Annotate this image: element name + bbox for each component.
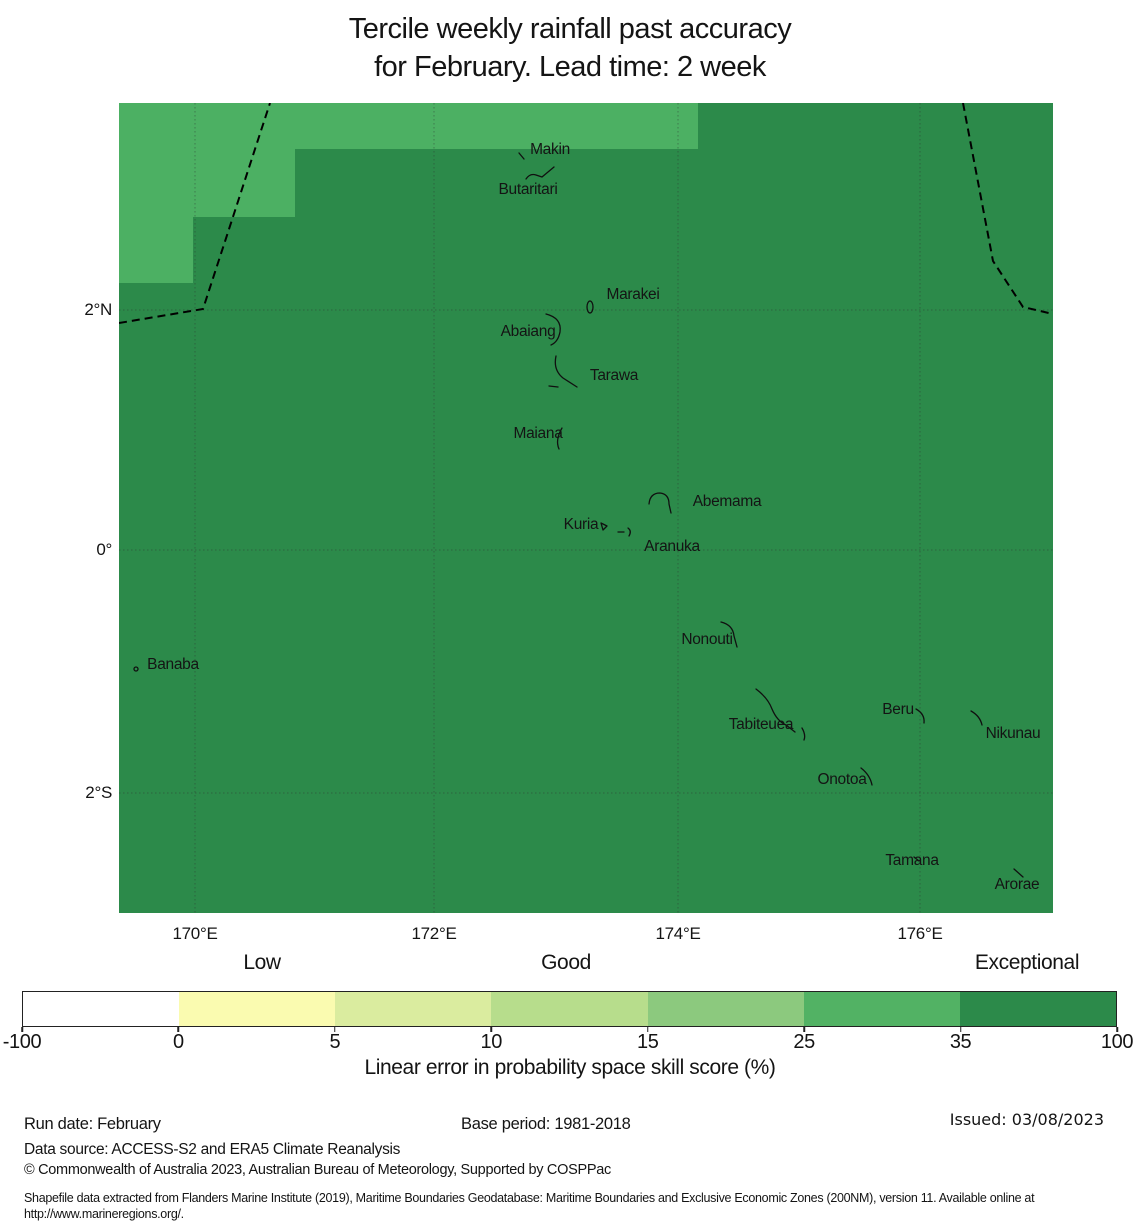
island-label-tarawa: Tarawa bbox=[589, 367, 639, 384]
page-title-line1: Tercile weekly rainfall past accuracy bbox=[348, 13, 792, 45]
island-shape-banaba bbox=[134, 667, 138, 671]
y-tick-label-0: 0° bbox=[96, 540, 112, 559]
y-tick-label-2-s: 2°S bbox=[85, 783, 112, 802]
gridlines bbox=[119, 103, 1053, 913]
x-tick-label-174-e: 174°E bbox=[655, 924, 701, 943]
mid-skill-block-3 bbox=[119, 217, 193, 283]
page-title-line2: for February. Lead time: 2 week bbox=[374, 51, 766, 83]
mid-skill-region bbox=[119, 103, 698, 283]
skill-label-low: Low bbox=[243, 951, 281, 974]
copyright-text: © Commonwealth of Australia 2023, Australian Bureau of Meteorology, Supported by COSPPac bbox=[24, 1162, 611, 1178]
run-date-text: Run date: February bbox=[24, 1115, 161, 1133]
colorbar bbox=[22, 991, 1117, 1027]
island-label-maiana: Maiana bbox=[513, 425, 563, 442]
island-label-nonouti: Nonouti bbox=[681, 631, 733, 648]
map-graphics bbox=[119, 103, 1053, 913]
island-label-marakei: Marakei bbox=[606, 286, 660, 303]
colorbar-tick-label-2: 5 bbox=[329, 1031, 341, 1053]
island-label-aranuka: Aranuka bbox=[644, 538, 700, 555]
issued-date-text: Issued: 03/08/2023 bbox=[949, 1110, 1104, 1129]
shapefile-attribution-text: Shapefile data extracted from Flanders Marine Institute (2019), Maritime Boundaries Geodatabase: Maritime Boundaries and Exclusive Economic Zones (200NM), version 11. Available online at http://www.marineregions.org/. bbox=[24, 1191, 1035, 1221]
island-shape-nikunau bbox=[971, 711, 982, 725]
colorbar-axis-label: Linear error in probability space skill score (%) bbox=[364, 1056, 776, 1079]
colorbar-segment-3 bbox=[491, 992, 647, 1026]
mid-skill-block-1 bbox=[119, 103, 698, 149]
island-label-butaritari: Butaritari bbox=[498, 181, 558, 198]
base-period-text: Base period: 1981-2018 bbox=[461, 1115, 631, 1133]
skill-label-exceptional: Exceptional bbox=[974, 951, 1080, 974]
eez-boundary-east bbox=[963, 103, 1053, 314]
island-label-makin: Makin bbox=[530, 141, 570, 158]
colorbar-tick-label-3: 10 bbox=[480, 1031, 503, 1053]
x-tick-label-176-e: 176°E bbox=[897, 924, 943, 943]
data-source-text: Data source: ACCESS-S2 and ERA5 Climate Reanalysis bbox=[24, 1141, 401, 1158]
colorbar-tick-label-7: 100 bbox=[1100, 1031, 1134, 1053]
colorbar-segment-1 bbox=[179, 992, 335, 1026]
island-shape-butaritari bbox=[526, 167, 554, 179]
island-label-nikunau: Nikunau bbox=[985, 725, 1041, 742]
page-title bbox=[0, 10, 1140, 86]
colorbar-tick-label-0: -100 bbox=[2, 1031, 42, 1053]
island-label-tamana: Tamana bbox=[885, 852, 939, 869]
skill-label-good: Good bbox=[541, 951, 591, 974]
island-shape-tarawa bbox=[549, 356, 577, 387]
island-shape-marakei bbox=[587, 301, 593, 313]
colorbar-tick-label-5: 25 bbox=[793, 1031, 815, 1053]
colorbar-tick-label-6: 35 bbox=[949, 1031, 972, 1053]
y-tick-label-2-n: 2°N bbox=[84, 300, 112, 319]
map-canvas bbox=[119, 103, 1053, 913]
island-label-banaba: Banaba bbox=[147, 656, 199, 673]
island-label-abemama: Abemama bbox=[692, 493, 762, 510]
colorbar-segment-4 bbox=[648, 992, 804, 1026]
colorbar-segment-5 bbox=[804, 992, 960, 1026]
island-label-kuria: Kuria bbox=[563, 516, 599, 533]
colorbar-segment-0 bbox=[23, 992, 179, 1026]
island-shapes bbox=[134, 153, 1023, 877]
x-tick-label-172-e: 172°E bbox=[411, 924, 457, 943]
island-shape-makin bbox=[519, 153, 524, 159]
island-label-abaiang: Abaiang bbox=[500, 323, 556, 340]
colorbar-tick-label-4: 15 bbox=[636, 1031, 659, 1053]
island-label-onotoa: Onotoa bbox=[817, 771, 867, 788]
island-shape-abemama bbox=[649, 493, 671, 513]
island-label-tabiteuea: Tabiteuea bbox=[728, 716, 794, 733]
colorbar-segment-2 bbox=[335, 992, 491, 1026]
island-shape-kuria bbox=[601, 523, 607, 530]
colorbar-segment-6 bbox=[960, 992, 1116, 1026]
mid-skill-block-2 bbox=[119, 149, 295, 217]
island-label-beru: Beru bbox=[882, 701, 914, 718]
colorbar-tick-label-1: 0 bbox=[173, 1031, 184, 1053]
island-label-arorae: Arorae bbox=[994, 876, 1040, 893]
island-shape-aranuka bbox=[618, 528, 630, 536]
x-tick-label-170-e: 170°E bbox=[172, 924, 218, 943]
